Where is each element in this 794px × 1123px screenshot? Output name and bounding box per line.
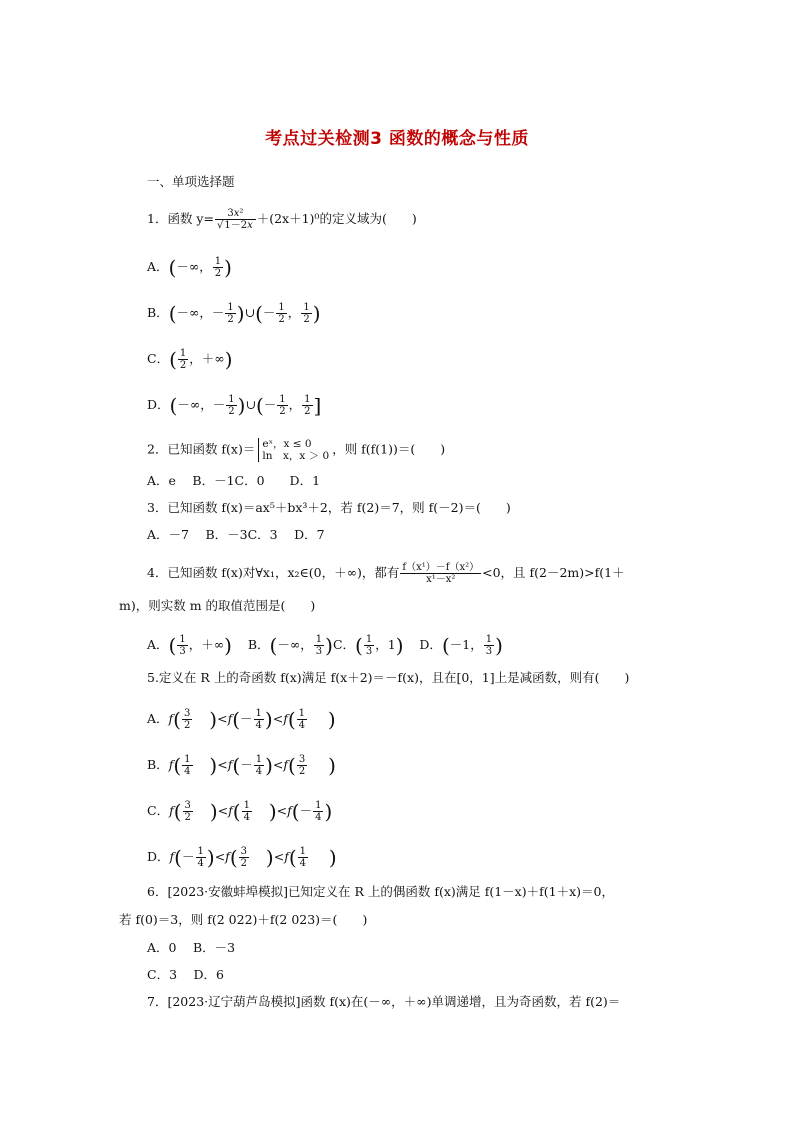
question-5-option-a: A．f( $\frac{3}{2}$ )<f(－ $\frac{1}{4}$ )<f( $\frac{1}{4}$ )	[147, 707, 336, 732]
question-6-options-row-2: C．3 D．6	[147, 967, 224, 982]
question-6-options-row-1: A．0 B．－3	[147, 940, 236, 955]
question-4-fraction: $\frac{\text{f（x¹）－f（x²）}}{\text{x¹－x²}}$	[402, 562, 480, 585]
question-1-option-c: C．( $\frac{1}{2}$ ，＋∞)	[147, 347, 233, 372]
question-5-option-d: D．f(－ $\frac{1}{4}$ )<f( $\frac{3}{2}$ )<f( $\frac{1}{4}$ )	[147, 845, 337, 870]
question-4-continuation: m)，则实数 m 的取值范围是( )	[119, 598, 316, 613]
question-1-suffix: ＋(2x＋1)⁰的定义域为( )	[256, 211, 417, 226]
question-1-option-a: A．(－∞， $\frac{1}{2}$ )	[147, 255, 232, 280]
question-2-options: A．e B．－1C．0 D．1	[147, 473, 321, 488]
question-2-stem: 2．已知函数 f(x)＝ eˣ，x ≤ 0 ln x，x ＞ 0 ，则 f(f(1))＝( )	[147, 438, 446, 462]
page-title: 考点过关检测3 函数的概念与性质	[265, 129, 529, 149]
question-1-fraction: $\frac{\text{3x²}}{√1-2x}$	[215, 208, 256, 231]
question-7-line-1: 7．[2023·辽宁葫芦岛模拟]函数 f(x)在(－∞，＋∞)单调递增，且为奇函数，若 f(2)＝	[147, 994, 621, 1009]
question-3-options: A．－7 B．－3C．3 D．7	[147, 527, 325, 542]
question-6-line-2: 若 f(0)＝3，则 f(2 022)＋f(2 023)＝( )	[119, 912, 368, 927]
question-1-stem	[147, 208, 417, 231]
question-5-option-c: C．f( $\frac{3}{2}$ )<f( $\frac{1}{4}$ )<f(－ $\frac{1}{4}$ )	[147, 799, 333, 824]
question-4-options: A．( $\frac{1}{3}$ ，＋∞) B．(－∞， $\frac{1}{3}$ )C．( $\frac{1}{3}$ ，1) D．(－1， $\frac{1}{3}$ )	[147, 633, 503, 658]
question-5-stem: 5.定义在 R 上的奇函数 f(x)满足 f(x＋2)＝－f(x)，且在[0，1]上是减函数，则有( )	[147, 670, 630, 685]
question-4-stem: 4．已知函数 f(x)对∀x₁，x₂∈(0，＋∞)，都有 $\frac{\text{f（x¹）－f（x²）}}{\text{x¹－x²}}$ <0，且 f(2－2m)>f(1＋	[147, 562, 625, 585]
question-6-line-1: 6．[2023·安徽蚌埠模拟]已知定义在 R 上的偶函数 f(x)满足 f(1－x)＋f(1＋x)＝0，	[147, 884, 614, 899]
question-1-option-d: D．(－∞，－ $\frac{1}{2}$ )∪(－ $\frac{1}{2}$ ， $\frac{1}{2}$ ]	[147, 393, 322, 418]
question-3-stem: 3．已知函数 f(x)＝ax⁵＋bx³＋2，若 f(2)＝7，则 f(－2)＝( )	[147, 500, 511, 515]
question-1-option-b: B．(－∞，－ $\frac{1}{2}$ )∪(－ $\frac{1}{2}$ ， $\frac{1}{2}$ )	[147, 301, 321, 326]
piecewise-brace: eˣ，x ≤ 0 ln x，x ＞ 0	[258, 438, 329, 462]
question-5-option-b: B．f( $\frac{1}{4}$ )<f(－ $\frac{1}{4}$ )<f( $\frac{3}{2}$ )	[147, 753, 336, 778]
section-heading: 一、单项选择题	[147, 174, 235, 189]
question-1-prefix: 1．函数 y=	[147, 211, 214, 226]
